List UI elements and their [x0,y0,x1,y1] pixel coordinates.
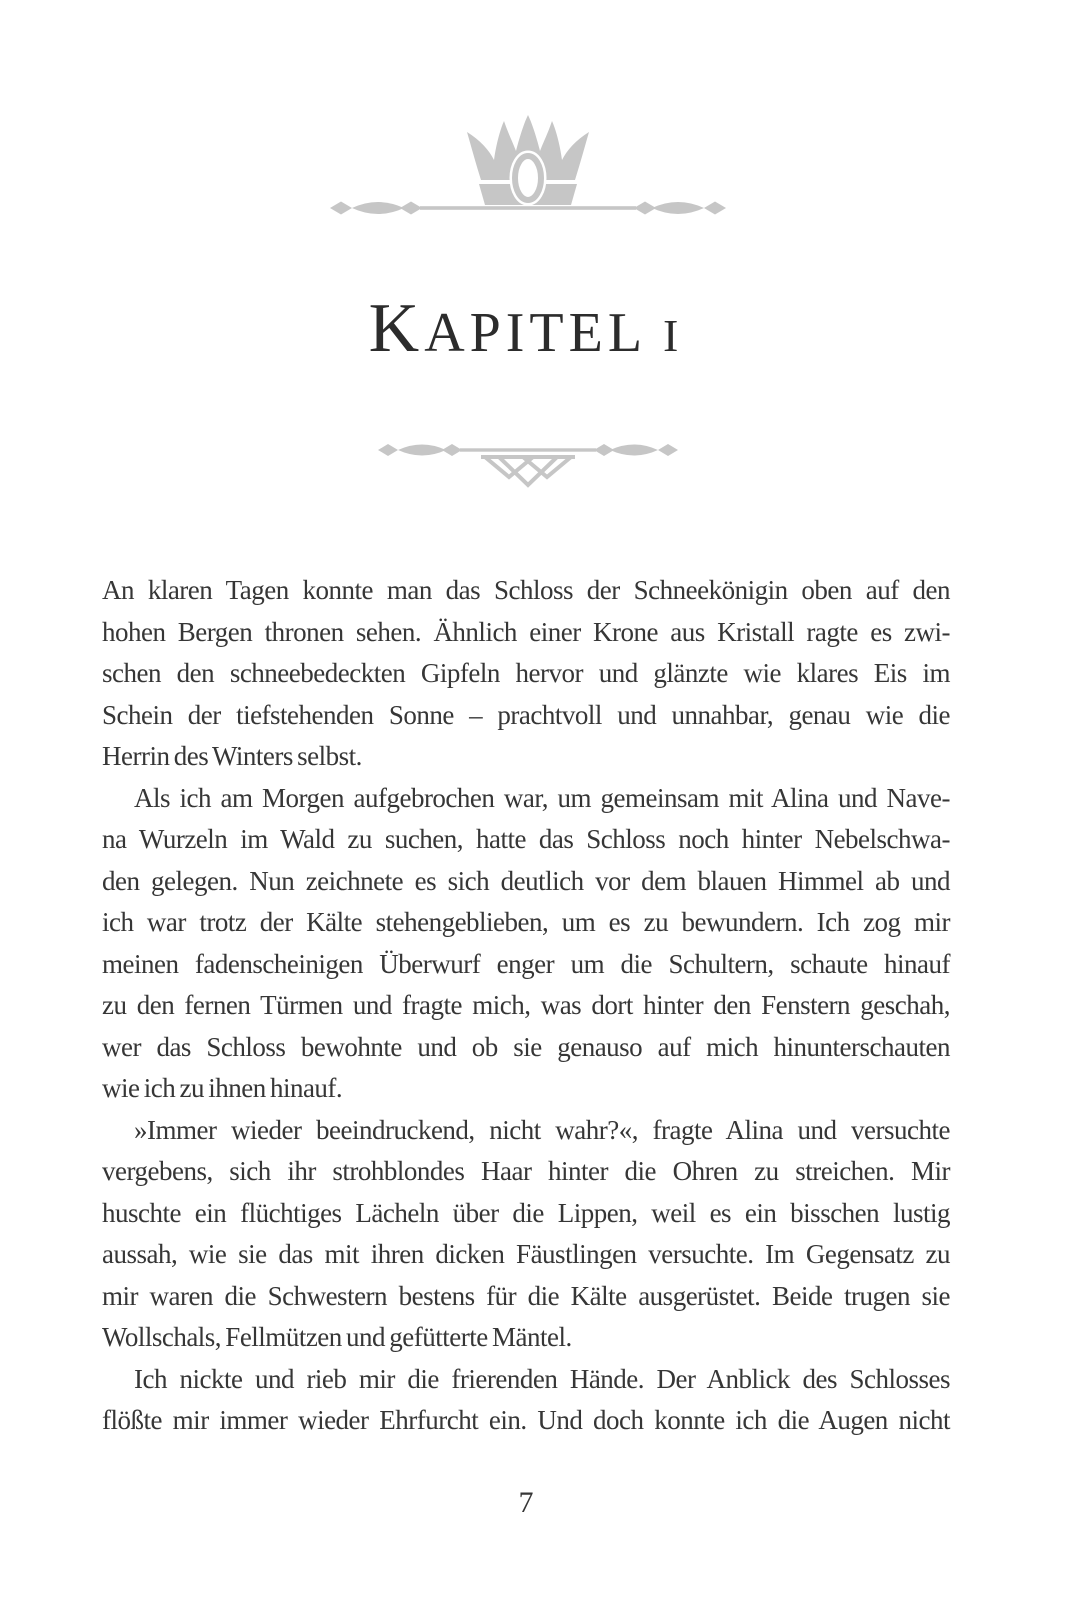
text-line: Schein der tiefstehenden Sonne – prachtvoll und unnahbar, genau wie die [102,699,950,730]
bottom-divider-ornament [378,438,678,501]
text-line: den gelegen. Nun zeichnete es sich deutlich vor dem blauen Himmel ab und [102,865,950,896]
chapter-title-initial: K [368,290,425,367]
text-line: ich war trotz der Kälte stehengeblieben, um es zu bewundern. Ich zog mir [102,907,950,937]
text-line: hohen Bergen thronen sehen. Ähnlich einer Krone aus Kristall ragte es zwi- [102,616,950,647]
chapter-title-rest: APITEL [424,302,648,364]
text-line: An klaren Tagen konnte man das Schloss der Schneekönigin oben auf den [102,575,950,605]
text-line: Als ich am Morgen aufgebrochen war, um gemeinsam mit Alina und Nave- [134,782,950,813]
text-line: Ich nickte und rieb mir die frierenden Hände. Der Anblick des Schlosses [134,1363,950,1394]
chapter-title [102,290,950,367]
text-line: »Immer wieder beeindruckend, nicht wahr?«, fragte Alina und versuchte [134,1114,950,1145]
lattice-divider-icon [378,438,678,496]
text-line: mir waren die Schwestern bestens für die Kälte ausgerüstet. Beide trugen sie [102,1280,950,1311]
text-line: zu den fernen Türmen und fragte mich, was dort hinter den Fenstern geschah, [102,990,950,1020]
text-line: wer das Schloss bewohnte und ob sie genauso auf mich hinunterschauten [102,1031,950,1062]
text-line: huschte ein flüchtiges Lächeln über die Lippen, weil es ein bisschen lustig [102,1197,950,1228]
text-line: wie ich zu ihnen hinauf. [102,1073,343,1103]
text-line: vergebens, sich ihr strohblondes Haar hinter die Ohren zu streichen. Mir [102,1156,950,1186]
text-line: flößte mir immer wieder Ehrfurcht ein. Und doch konnte ich die Augen nicht [102,1405,950,1435]
text-line: Herrin des Winters selbst. [102,741,362,771]
text-line: meinen fadenscheinigen Überwurf enger um die Schultern, schaute hinauf [102,948,950,979]
crown-divider-icon [328,112,728,216]
text-line: schen den schneebedeckten Gipfeln hervor und glänzte wie klares Eis im [102,658,950,688]
text-line: Wollschals, Fellmützen und gefütterte Mäntel. [102,1322,572,1352]
text-line: na Wurzeln im Wald zu suchen, hatte das Schloss noch hinter Nebelschwa- [102,824,950,854]
text-line: aussah, wie sie das mit ihren dicken Fäustlingen versuchte. Im Gegensatz zu [102,1239,950,1269]
chapter-title-numeral: I [663,310,684,361]
page-number: 7 [518,1486,534,1519]
chapter-body [102,570,950,1442]
crown-ornament [328,112,728,221]
